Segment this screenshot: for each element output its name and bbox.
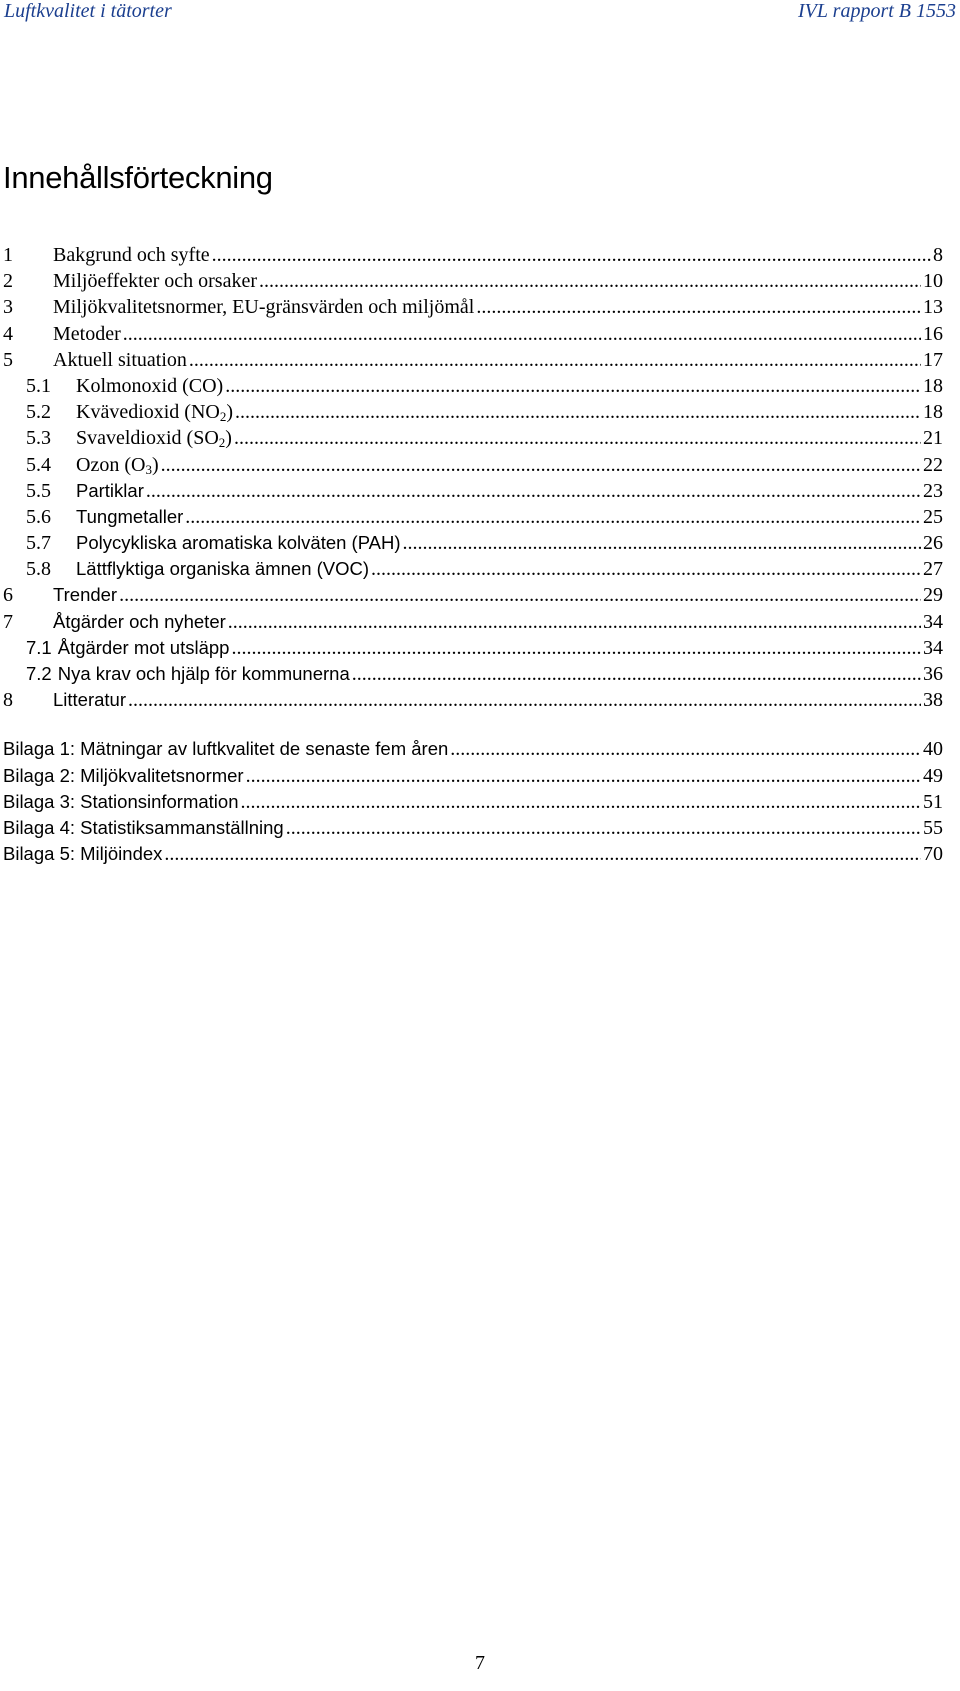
toc-entry-page: 22	[923, 453, 943, 476]
toc-entry-page: 25	[923, 505, 943, 528]
dot-leader	[352, 663, 921, 686]
toc-entry-label: Kolmonoxid (CO)	[76, 374, 224, 397]
toc-entry-5-8[interactable]	[0, 558, 943, 584]
section-gap	[0, 715, 943, 738]
toc-entry-label: Tungmetaller	[76, 505, 184, 527]
dot-leader	[403, 532, 921, 555]
toc-entry-label: Nya krav och hjälp för kommunerna	[57, 663, 350, 684]
label-text: Svaveldioxid (SO	[76, 427, 219, 450]
toc-entry-number: 5.2	[26, 401, 51, 424]
toc-appendix-label: Bilaga 5: Miljöindex	[3, 843, 163, 865]
dot-leader	[235, 401, 921, 424]
toc-entry-number: 6	[3, 584, 13, 607]
toc-appendix-1[interactable]	[0, 738, 943, 764]
toc-entry-label: Partiklar	[76, 479, 144, 501]
toc-entry-page: 21	[923, 427, 943, 450]
dot-leader	[225, 375, 921, 398]
subscript: 3	[145, 461, 152, 477]
label-text: )	[225, 427, 232, 450]
dot-leader	[234, 427, 921, 450]
toc-entry-number: 5.7	[26, 532, 51, 555]
toc-entry-page: 8	[933, 244, 943, 266]
toc-entry-page: 26	[923, 532, 943, 555]
toc-entry-number: 5.3	[26, 427, 51, 450]
toc-entry-page: 36	[923, 663, 943, 685]
toc-entry-page: 18	[923, 374, 943, 397]
toc-appendix-label: Bilaga 2: Miljökvalitetsnormer	[3, 764, 244, 786]
toc-appendix-label: Bilaga 1: Mätningar av luftkvalitet de senaste fem åren	[3, 738, 449, 760]
toc-entry-5-1[interactable]	[0, 375, 943, 401]
header-report-number: IVL rapport B 1553	[798, 0, 956, 22]
toc-entry-page: 23	[923, 479, 943, 502]
subscript: 2	[218, 435, 226, 451]
toc-appendix-5[interactable]	[0, 843, 943, 869]
label-text: Kvävedioxid (NO	[76, 401, 220, 424]
toc-entry-number: 5.8	[26, 558, 51, 581]
toc-entry-label: Åtgärder mot utsläpp	[57, 636, 230, 658]
toc-appendix-page: 55	[923, 816, 943, 839]
toc-appendix-page: 49	[923, 764, 943, 787]
dot-leader	[189, 349, 921, 372]
dot-leader	[231, 637, 921, 660]
toc-entry-7[interactable]	[0, 611, 943, 637]
toc-entry-label: Miljöeffekter och orsaker	[53, 270, 257, 293]
running-header	[0, 0, 960, 28]
dot-leader	[164, 843, 921, 866]
toc-appendix-page: 70	[923, 843, 943, 866]
toc-entry-5[interactable]	[0, 349, 943, 375]
toc-appendix-label: Bilaga 3: Stationsinformation	[3, 790, 239, 812]
toc-entry-8[interactable]	[0, 689, 943, 715]
toc-entry-label: Litteratur	[53, 689, 127, 711]
toc-entry-label: Trender	[53, 584, 118, 606]
toc-entry-number: 2	[3, 270, 13, 293]
toc-entry-2[interactable]	[0, 270, 943, 296]
toc-entry-5-7[interactable]	[0, 532, 943, 558]
dot-leader	[228, 611, 921, 634]
toc-entry-page: 10	[923, 270, 943, 293]
dot-leader	[123, 323, 921, 346]
toc-entry-number: 5.4	[26, 453, 51, 476]
toc-entry-page: 18	[923, 401, 943, 424]
toc-entry-number: 7	[3, 610, 13, 633]
toc-entry-page: 27	[923, 558, 943, 581]
dot-leader	[450, 738, 921, 761]
label-text: Ozon (O	[76, 453, 146, 476]
toc-entry-page: 34	[923, 610, 943, 633]
toc-entry-page: 34	[923, 636, 943, 659]
dot-leader	[185, 506, 921, 529]
toc-appendix-4[interactable]	[0, 817, 943, 843]
toc-appendix-page: 51	[923, 790, 943, 813]
toc-entry-label: Aktuell situation	[53, 348, 187, 371]
dot-leader	[128, 689, 921, 712]
toc-entry-number: 8	[3, 689, 13, 712]
toc-entry-7-2[interactable]	[0, 663, 943, 689]
toc-entry-page: 13	[923, 296, 943, 319]
toc-entry-page: 16	[923, 322, 943, 345]
toc-entry-label: Miljökvalitetsnormer, EU-gränsvärden och miljömål	[53, 296, 475, 319]
toc-entry-number: 5.1	[26, 374, 51, 397]
toc-entry-7-1[interactable]	[0, 637, 943, 663]
toc-entry-4[interactable]	[0, 323, 943, 349]
toc-entry-page: 17	[923, 348, 943, 371]
subscript: 2	[219, 409, 227, 425]
dot-leader	[476, 296, 921, 319]
header-report-title: Luftkvalitet i tätorter	[4, 0, 172, 22]
toc-entry-label: Åtgärder och nyheter	[53, 610, 226, 632]
toc-entry-number: 5	[3, 348, 13, 371]
dot-leader	[241, 791, 922, 814]
toc-entry-label	[76, 427, 232, 451]
toc-entry-5-5[interactable]	[0, 480, 943, 506]
toc-entry-label: Polycykliska aromatiska kolväten (PAH)	[76, 532, 401, 554]
toc-entry-number: 5.5	[26, 479, 51, 502]
page-number: 7	[475, 1652, 485, 1674]
table-of-contents	[0, 244, 943, 869]
label-text: )	[226, 401, 234, 424]
toc-appendix-label: Bilaga 4: Statistiksammanställning	[3, 816, 284, 838]
dot-leader	[119, 584, 921, 607]
dot-leader	[161, 454, 921, 477]
toc-entry-number: 5.6	[26, 505, 51, 528]
toc-entry-5-4[interactable]	[0, 454, 943, 480]
toc-entry-number: 7.1	[26, 636, 52, 658]
toc-entry-5-2[interactable]	[0, 401, 943, 427]
toc-entry-label: Bakgrund och syfte	[53, 244, 210, 266]
page-title: Innehållsförteckning	[3, 160, 273, 195]
dot-leader	[146, 480, 921, 503]
toc-entry-5-3[interactable]	[0, 427, 943, 453]
dot-leader	[212, 244, 931, 267]
toc-entry-page: 29	[923, 584, 943, 607]
toc-appendix-3[interactable]	[0, 791, 943, 817]
dot-leader	[371, 558, 921, 581]
toc-entry-label	[76, 454, 159, 478]
toc-entry-6[interactable]	[0, 584, 943, 610]
toc-entry-label: Lättflyktiga organiska ämnen (VOC)	[76, 558, 370, 580]
dot-leader	[286, 817, 921, 840]
toc-entry-label	[76, 401, 233, 425]
toc-entry-number: 3	[3, 296, 13, 319]
toc-entry-number: 4	[3, 322, 13, 345]
dot-leader	[246, 765, 921, 788]
toc-entry-label: Metoder	[53, 322, 121, 345]
toc-appendix-2[interactable]	[0, 765, 943, 791]
toc-entry-3[interactable]	[0, 296, 943, 322]
toc-entry-page: 38	[923, 689, 943, 712]
toc-entry-number: 1	[3, 244, 13, 266]
toc-entry-1[interactable]	[0, 244, 943, 270]
dot-leader	[259, 270, 921, 293]
toc-appendix-page: 40	[923, 738, 943, 761]
toc-entry-5-6[interactable]	[0, 506, 943, 532]
label-text: )	[151, 453, 159, 476]
toc-entry-number: 7.2	[26, 663, 52, 684]
